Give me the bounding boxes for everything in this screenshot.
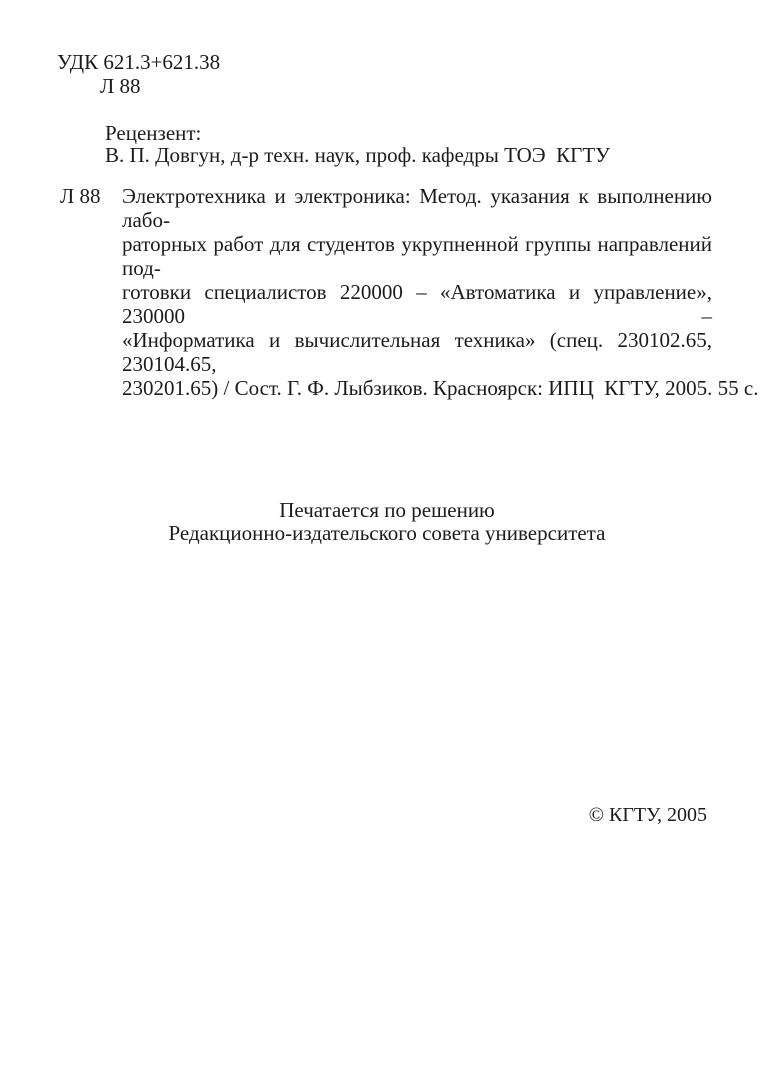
reviewer-block	[105, 122, 610, 166]
reviewer-heading: Рецензент:	[105, 121, 202, 145]
biblio-line: «Информатика и вычислительная техника» (спец. 230102.65, 230104.65,	[122, 328, 712, 376]
biblio-line: Электротехника и электроника: Метод. указания к выполнению лабо-	[122, 184, 712, 232]
udk-author-sign: Л 88	[100, 74, 141, 98]
biblio-line: 230201.65) / Сост. Г. Ф. Лыбзиков. Красноярск: ИПЦ КГТУ, 2005. 55 с.	[122, 376, 759, 400]
udk-block	[57, 50, 220, 98]
biblio-line: готовки специалистов 220000 – «Автоматика и управление», 230000 –	[122, 280, 712, 328]
imprint-line-2: Редакционно-издательского совета университета	[168, 521, 606, 545]
reviewer-name: В. П. Довгун, д-р техн. наук, проф. кафедры ТОЭ КГТУ	[105, 143, 611, 167]
copyright-notice: © КГТУ, 2005	[588, 804, 707, 826]
biblio-label: Л 88	[60, 184, 101, 208]
biblio-entry	[122, 184, 759, 400]
imprint-line-1: Печатается по решению	[279, 498, 495, 522]
imprint-block	[0, 499, 774, 545]
udk-classification: УДК 621.3+621.38	[57, 50, 221, 74]
biblio-line: раторных работ для студентов укрупненной группы направлений под-	[122, 232, 712, 280]
